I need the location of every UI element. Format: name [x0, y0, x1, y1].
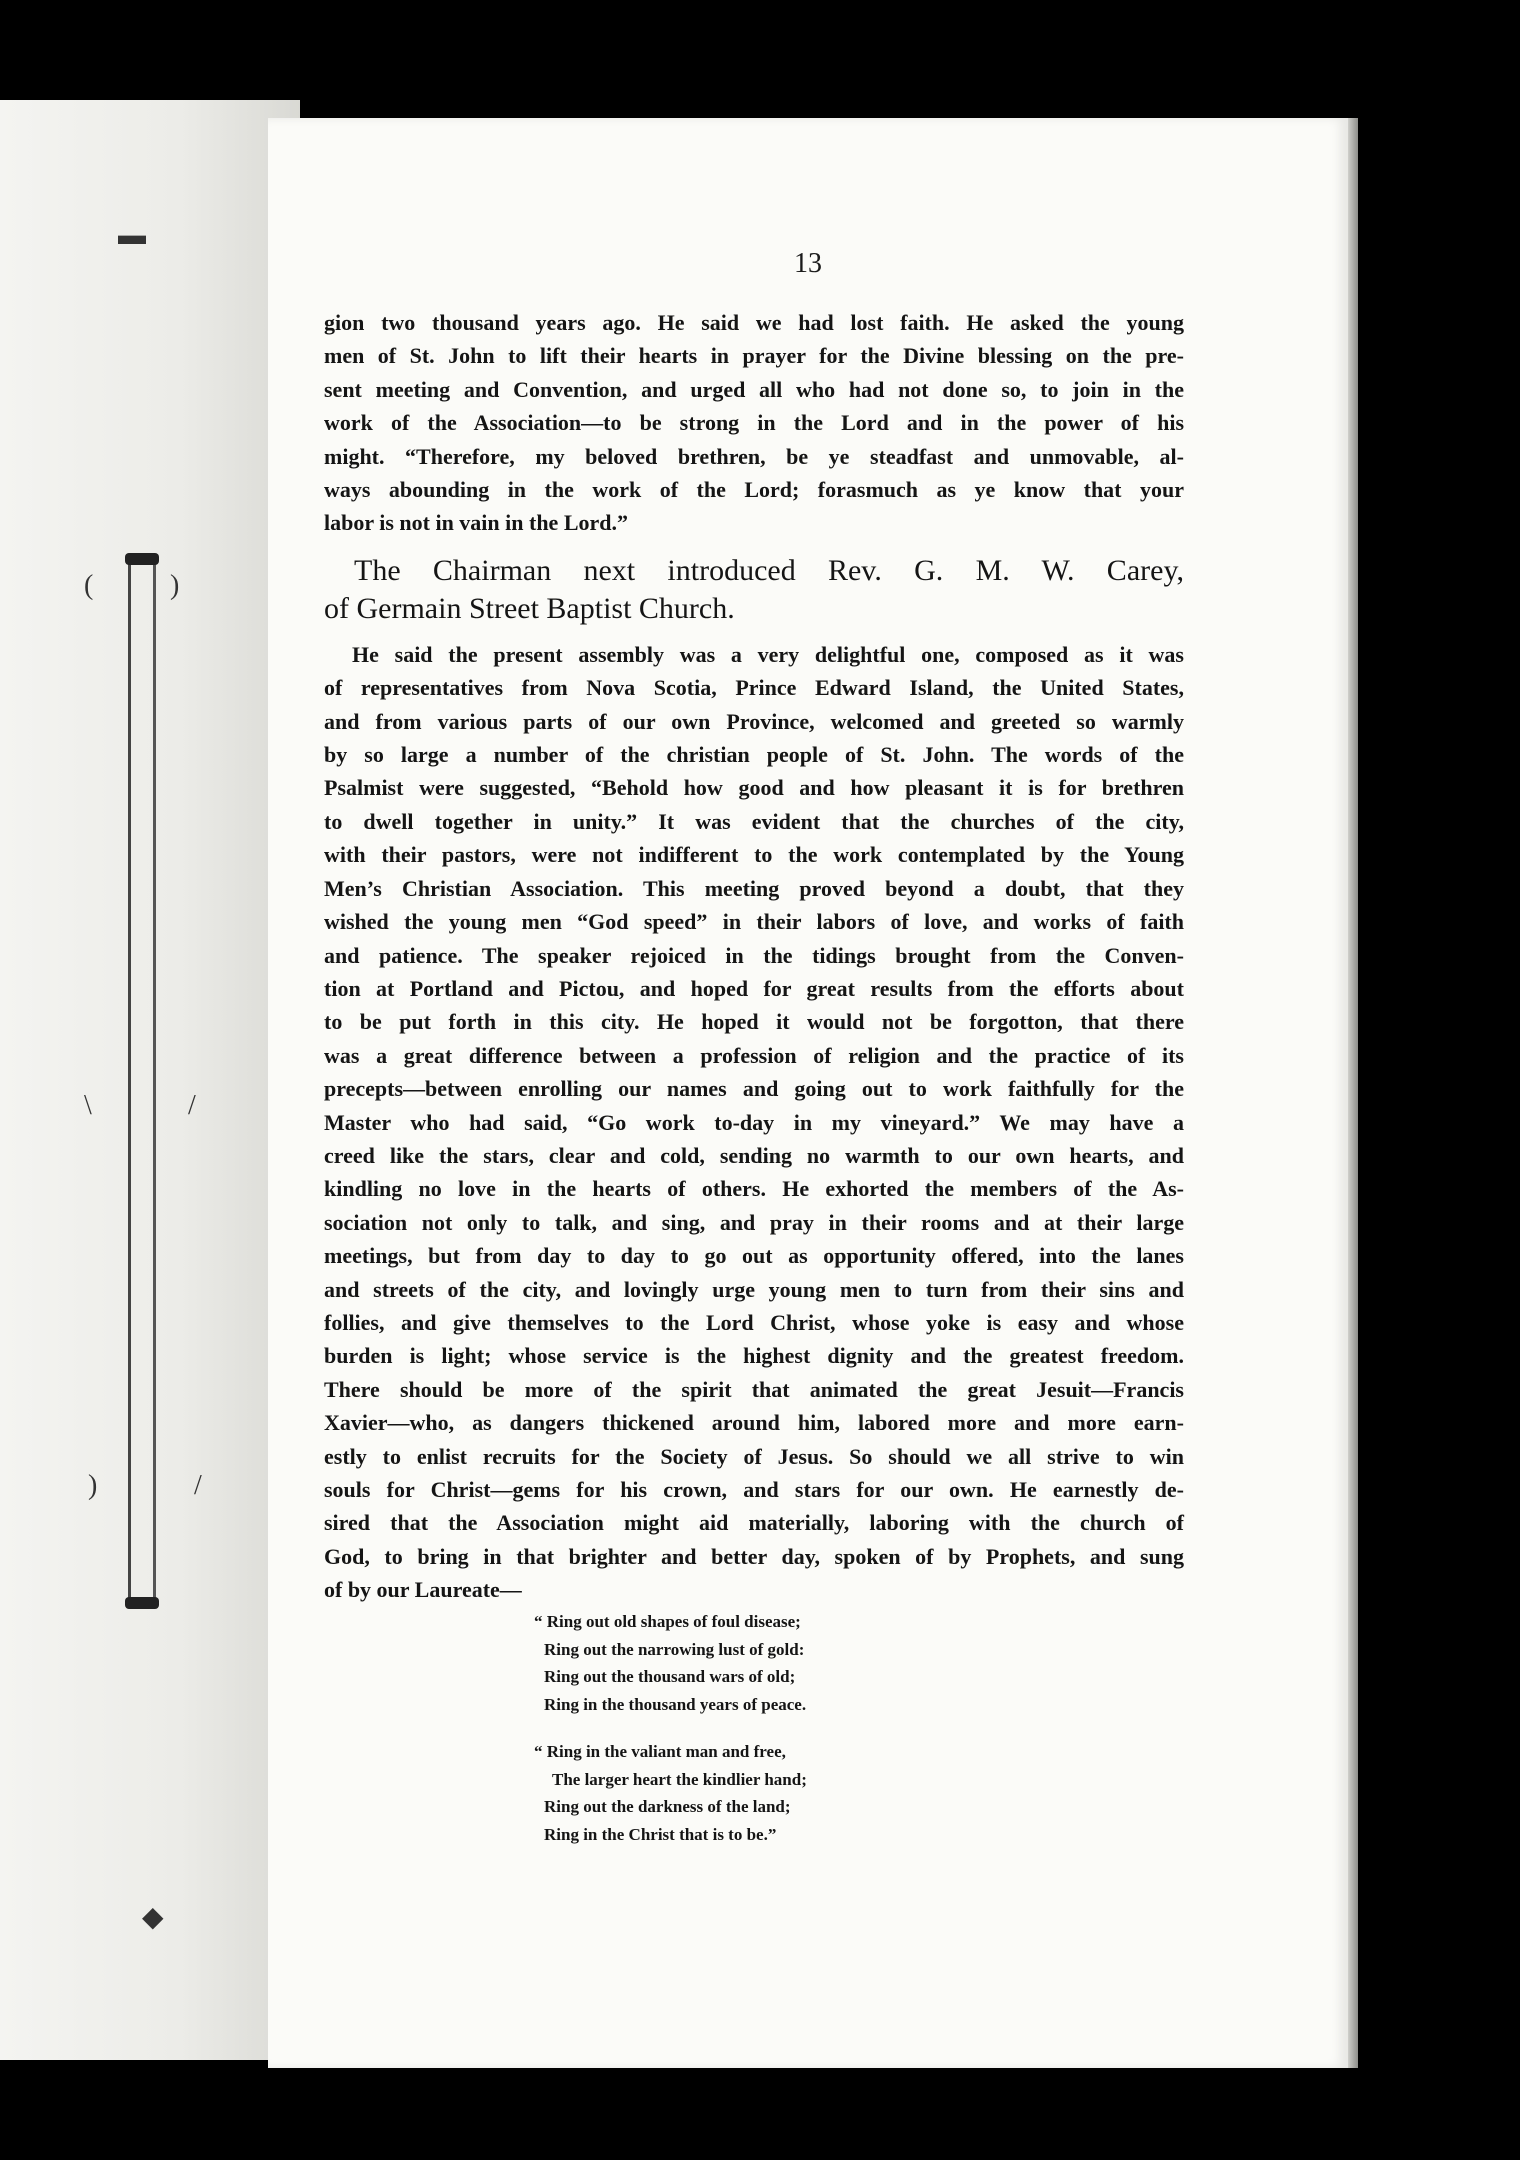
text-line: kindling no love in the hearts of others. He exhorted the members of the As- [324, 1176, 1184, 1202]
text-line: souls for Christ—gems for his crown, and stars for our own. He earnestly de- [324, 1477, 1184, 1502]
text-line: might. “Therefore, my beloved brethren, be ye steadfast and unmovable, al- [324, 443, 1184, 469]
poem-line: Ring out the darkness of the land; [544, 1797, 791, 1816]
text-line: Psalmist were suggested, “Behold how good and how pleasant it is for brethren [324, 775, 1184, 801]
text-line: God, to bring in that brighter and better day, spoken of by Prophets, and sung [324, 1543, 1184, 1569]
poem-stanza-1 [534, 1608, 807, 1718]
text-line: to dwell together in unity.” It was evident that the churches of the city, [324, 808, 1184, 834]
text-line: men of St. John to lift their hearts in prayer for the Divine blessing on the pre- [324, 343, 1184, 369]
paragraph-1 [324, 306, 1184, 540]
poem-line: Ring out the thousand wars of old; [544, 1667, 796, 1686]
text-line: precepts—between enrolling our names and going out to work faithfully for the [324, 1076, 1184, 1102]
text-line: and streets of the city, and lovingly urge young men to turn from their sins and [324, 1276, 1184, 1302]
binding-stitch [128, 560, 156, 1600]
page-body [324, 306, 1184, 1607]
text-line: by so large a number of the christian people of St. John. The words of the [324, 742, 1184, 768]
heading-line-1: The Chairman next introduced Rev. G. M. W. Carey, [354, 553, 1184, 587]
text-line: estly to enlist recruits for the Society of Jesus. So should we all strive to win [324, 1443, 1184, 1469]
text-line: labor is not in vain in the Lord.” [324, 510, 628, 536]
binding-cap [125, 553, 159, 565]
text-line: was a great difference between a profession of religion and the practice of its [324, 1042, 1184, 1068]
text-line: with their pastors, were not indifferent to the work contemplated by the Young [324, 842, 1184, 868]
heading-line-2: of Germain Street Baptist Church. [324, 591, 735, 625]
text-line: sired that the Association might aid materially, laboring with the church of [324, 1510, 1184, 1536]
text-line: to be put forth in this city. He hoped it would not be forgotton, that there [324, 1009, 1184, 1035]
text-line: burden is light; whose service is the highest dignity and the greatest freedom. [324, 1343, 1184, 1369]
text-line: meetings, but from day to day to go out as opportunity offered, into the lanes [324, 1243, 1184, 1269]
text-line: and patience. The speaker rejoiced in the tidings brought from the Conven- [324, 942, 1184, 968]
margin-mark: ▬ [118, 220, 146, 251]
poem-line: Ring in the Christ that is to be.” [544, 1824, 777, 1844]
poem-line: “ Ring out old shapes of foul disease; [534, 1612, 801, 1631]
text-line: gion two thousand years ago. He said we had lost faith. He asked the young [324, 310, 1184, 335]
binding-cap [125, 1597, 159, 1609]
text-line: He said the present assembly was a very delightful one, composed as it was [352, 641, 1184, 667]
poem-line: Ring in the thousand years of peace. [544, 1694, 807, 1714]
text-line: work of the Association—to be strong in the Lord and in the power of his [324, 410, 1184, 436]
poem-line: The larger heart the kindlier hand; [552, 1769, 807, 1789]
margin-mark: ) [88, 1470, 98, 1501]
margin-mark: ( [84, 570, 94, 601]
margin-mark: \ [84, 1090, 92, 1121]
document-page [268, 118, 1348, 2068]
text-line: of representatives from Nova Scotia, Prince Edward Island, the United States, [324, 675, 1184, 701]
poem-line: “ Ring in the valiant man and free, [534, 1742, 786, 1761]
poem-stanza-2 [534, 1738, 807, 1848]
text-line: sent meeting and Convention, and urged all who had not done so, to join in the [324, 376, 1184, 402]
text-line: and from various parts of our own Province, welcomed and greeted so warmly [324, 708, 1184, 734]
text-line: tion at Portland and Pictou, and hoped for great results from the efforts about [324, 975, 1184, 1001]
poem-quotation [534, 1608, 807, 1868]
text-line: follies, and give themselves to the Lord Christ, whose yoke is easy and whose [324, 1309, 1184, 1335]
poem-line: Ring out the narrowing lust of gold: [544, 1639, 805, 1659]
margin-mark: ) [170, 570, 180, 601]
text-line: sociation not only to talk, and sing, and pray in their rooms and at their large [324, 1209, 1184, 1235]
text-line: ways abounding in the work of the Lord; forasmuch as ye know that your [324, 477, 1184, 503]
text-line: Xavier—who, as dangers thickened around him, labored more and more earn- [324, 1410, 1184, 1436]
page-right-edge [1348, 118, 1358, 2068]
margin-mark: ◆ [142, 1902, 164, 1933]
paragraph-2 [324, 638, 1184, 1607]
text-line: Men’s Christian Association. This meeting proved beyond a doubt, that they [324, 875, 1184, 901]
page-number: 13 [794, 248, 822, 279]
margin-mark: / [188, 1090, 196, 1121]
text-line: of by our Laureate— [324, 1577, 522, 1603]
text-line: creed like the stars, clear and cold, sending no warmth to our own hearts, and [324, 1142, 1184, 1168]
section-heading [324, 552, 1184, 628]
text-line: There should be more of the spirit that animated the great Jesuit—Francis [324, 1376, 1184, 1402]
text-line: Master who had said, “Go work to-day in my vineyard.” We may have a [324, 1109, 1184, 1135]
text-line: wished the young men “God speed” in their labors of love, and works of faith [324, 909, 1184, 935]
margin-mark: / [194, 1470, 202, 1501]
